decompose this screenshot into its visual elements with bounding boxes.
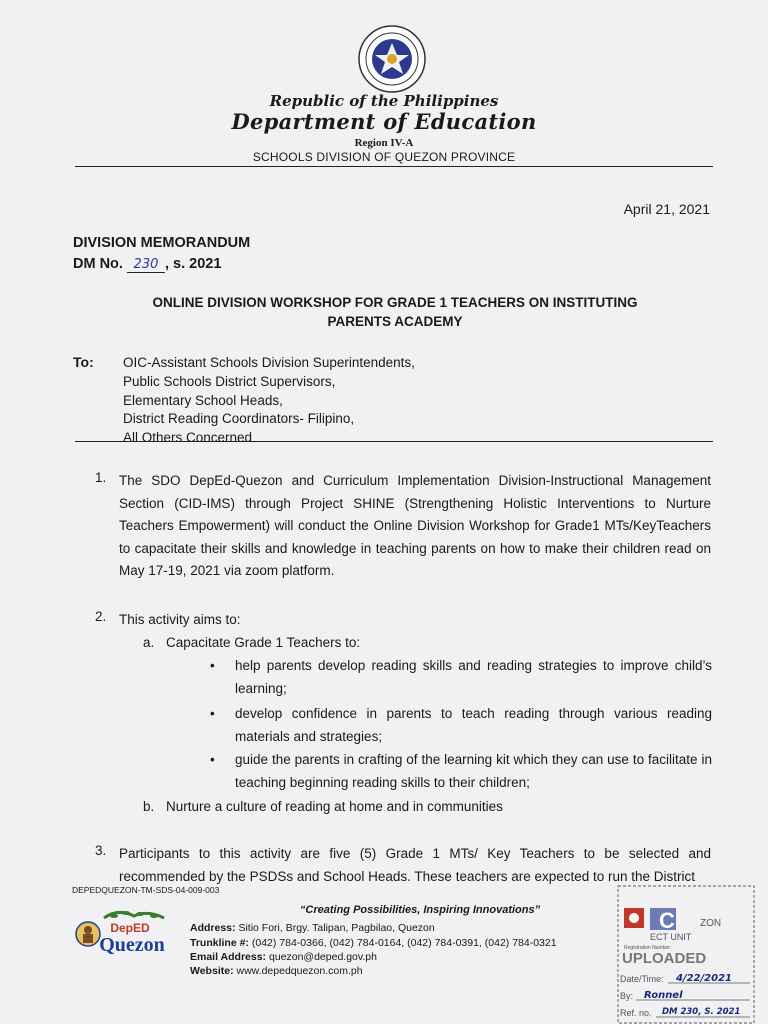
- paragraph-2-lead: This activity aims to:: [119, 612, 241, 627]
- bullet-item: guide the parents in crafting of the learning kit which they can use to facilitate in teaching beginning reading skills to their children;: [235, 752, 712, 790]
- item-a-label: a.: [143, 635, 155, 650]
- recipient: Public Schools District Supervisors,: [123, 373, 336, 389]
- stamp-by-label: By:: [620, 991, 634, 1001]
- recipient-list: [123, 354, 415, 448]
- memo-title: [100, 293, 690, 331]
- stamp-date-value: 4/22/2021: [676, 973, 733, 984]
- bullet-item: develop confidence in parents to teach reading through various reading materials and strategies;: [235, 706, 712, 744]
- memo-number: [73, 256, 221, 273]
- stamp-registration: Registration Number:: [624, 945, 672, 951]
- stamp-zon: ZON: [700, 918, 722, 929]
- paragraph-1: The SDO DepEd-Quezon and Curriculum Implementation Division-Instructional Management Section (CID-IMS) through Project SHINE (Strengthening Holistic Interventions to Nurture Teachers Empowerment) will conduct the Online Division Workshop for Grade1 MTs/KeyTeachers to capacitate their skills and knowledge in teaching parents on how to make their children read on May 17-19, 2021 via zoom platform.: [119, 473, 711, 578]
- stamp-unit: ECT UNIT: [650, 932, 692, 942]
- records-stamp: [616, 884, 756, 1024]
- stamp-date-label: Date/Time:: [620, 974, 664, 984]
- document-reference: DEPEDQUEZON-TM-SDS-04-009-003: [72, 885, 220, 895]
- deped-seal-icon: [357, 24, 427, 94]
- dm-number-handwritten: 230: [127, 257, 165, 273]
- footer-tagline: “Creating Possibilities, Inspiring Innovations”: [299, 904, 541, 916]
- memo-date: April 21, 2021: [623, 201, 710, 217]
- svg-text:C: C: [659, 908, 675, 933]
- recipient: OIC-Assistant Schools Division Superintendents,: [123, 355, 415, 370]
- recipient: District Reading Coordinators- Filipino,: [123, 411, 355, 427]
- department-heading: Department of Education: [231, 109, 537, 134]
- memo-type: DIVISION MEMORANDUM: [73, 235, 251, 251]
- item-b-label: b.: [143, 799, 155, 814]
- deped-quezon-logo-icon: [74, 906, 178, 958]
- bullet-icon: •: [210, 658, 215, 673]
- dm-suffix: , s. 2021: [164, 256, 222, 272]
- paragraph-number: 1.: [95, 470, 107, 485]
- bullet-icon: •: [210, 752, 215, 767]
- recipient: All Others Concerned: [123, 430, 253, 446]
- region-label: Region IV-A: [354, 137, 414, 149]
- footer-website: Website: www.depedquezon.com.ph: [190, 965, 363, 977]
- division-name: SCHOOLS DIVISION OF QUEZON PROVINCE: [252, 150, 516, 164]
- dm-prefix: DM No.: [73, 256, 123, 272]
- recipients-divider: [75, 441, 713, 442]
- paragraph-number: 2.: [95, 609, 107, 624]
- title-line: ONLINE DIVISION WORKSHOP FOR GRADE 1 TEACHERS ON INSTITUTING: [152, 295, 638, 310]
- recipient: Elementary School Heads,: [123, 392, 283, 408]
- logo-text-bottom: Quezon: [99, 934, 165, 956]
- footer-address: Address: Sitio Fori, Brgy. Talipan, Pagbilao, Quezon: [190, 922, 435, 934]
- stamp-ref-value: DM 230, S. 2021: [662, 1007, 741, 1017]
- stamp-uploaded: UPLOADED: [622, 950, 707, 967]
- paragraph-3: Participants to this activity are five (5) Grade 1 MTs/ Key Teachers to be selected and recommended by the PSDSs and School Heads. These teachers are expected to run the District: [119, 846, 711, 884]
- paragraph-number: 3.: [95, 843, 107, 858]
- header-divider: [75, 166, 713, 167]
- to-label: To:: [73, 354, 94, 370]
- footer-email: Email Address: quezon@deped.gov.ph: [190, 951, 377, 963]
- bullet-item: help parents develop reading skills and reading strategies to improve child’s learning;: [235, 658, 712, 696]
- item-b-text: Nurture a culture of reading at home and in communities: [166, 799, 503, 814]
- item-a-text: Capacitate Grade 1 Teachers to:: [166, 635, 361, 650]
- logo-text-top: DepED: [110, 921, 150, 935]
- republic-heading: Republic of the Philippines: [269, 92, 499, 110]
- bullet-icon: •: [210, 706, 215, 721]
- stamp-ref-label: Ref. no.: [620, 1008, 652, 1018]
- footer-trunkline: Trunkline #: (042) 784-0366, (042) 784-0164, (042) 784-0391, (042) 784-0321: [190, 937, 557, 949]
- title-line: PARENTS ACADEMY: [327, 314, 463, 329]
- stamp-by-value: Ronnel: [644, 990, 683, 1001]
